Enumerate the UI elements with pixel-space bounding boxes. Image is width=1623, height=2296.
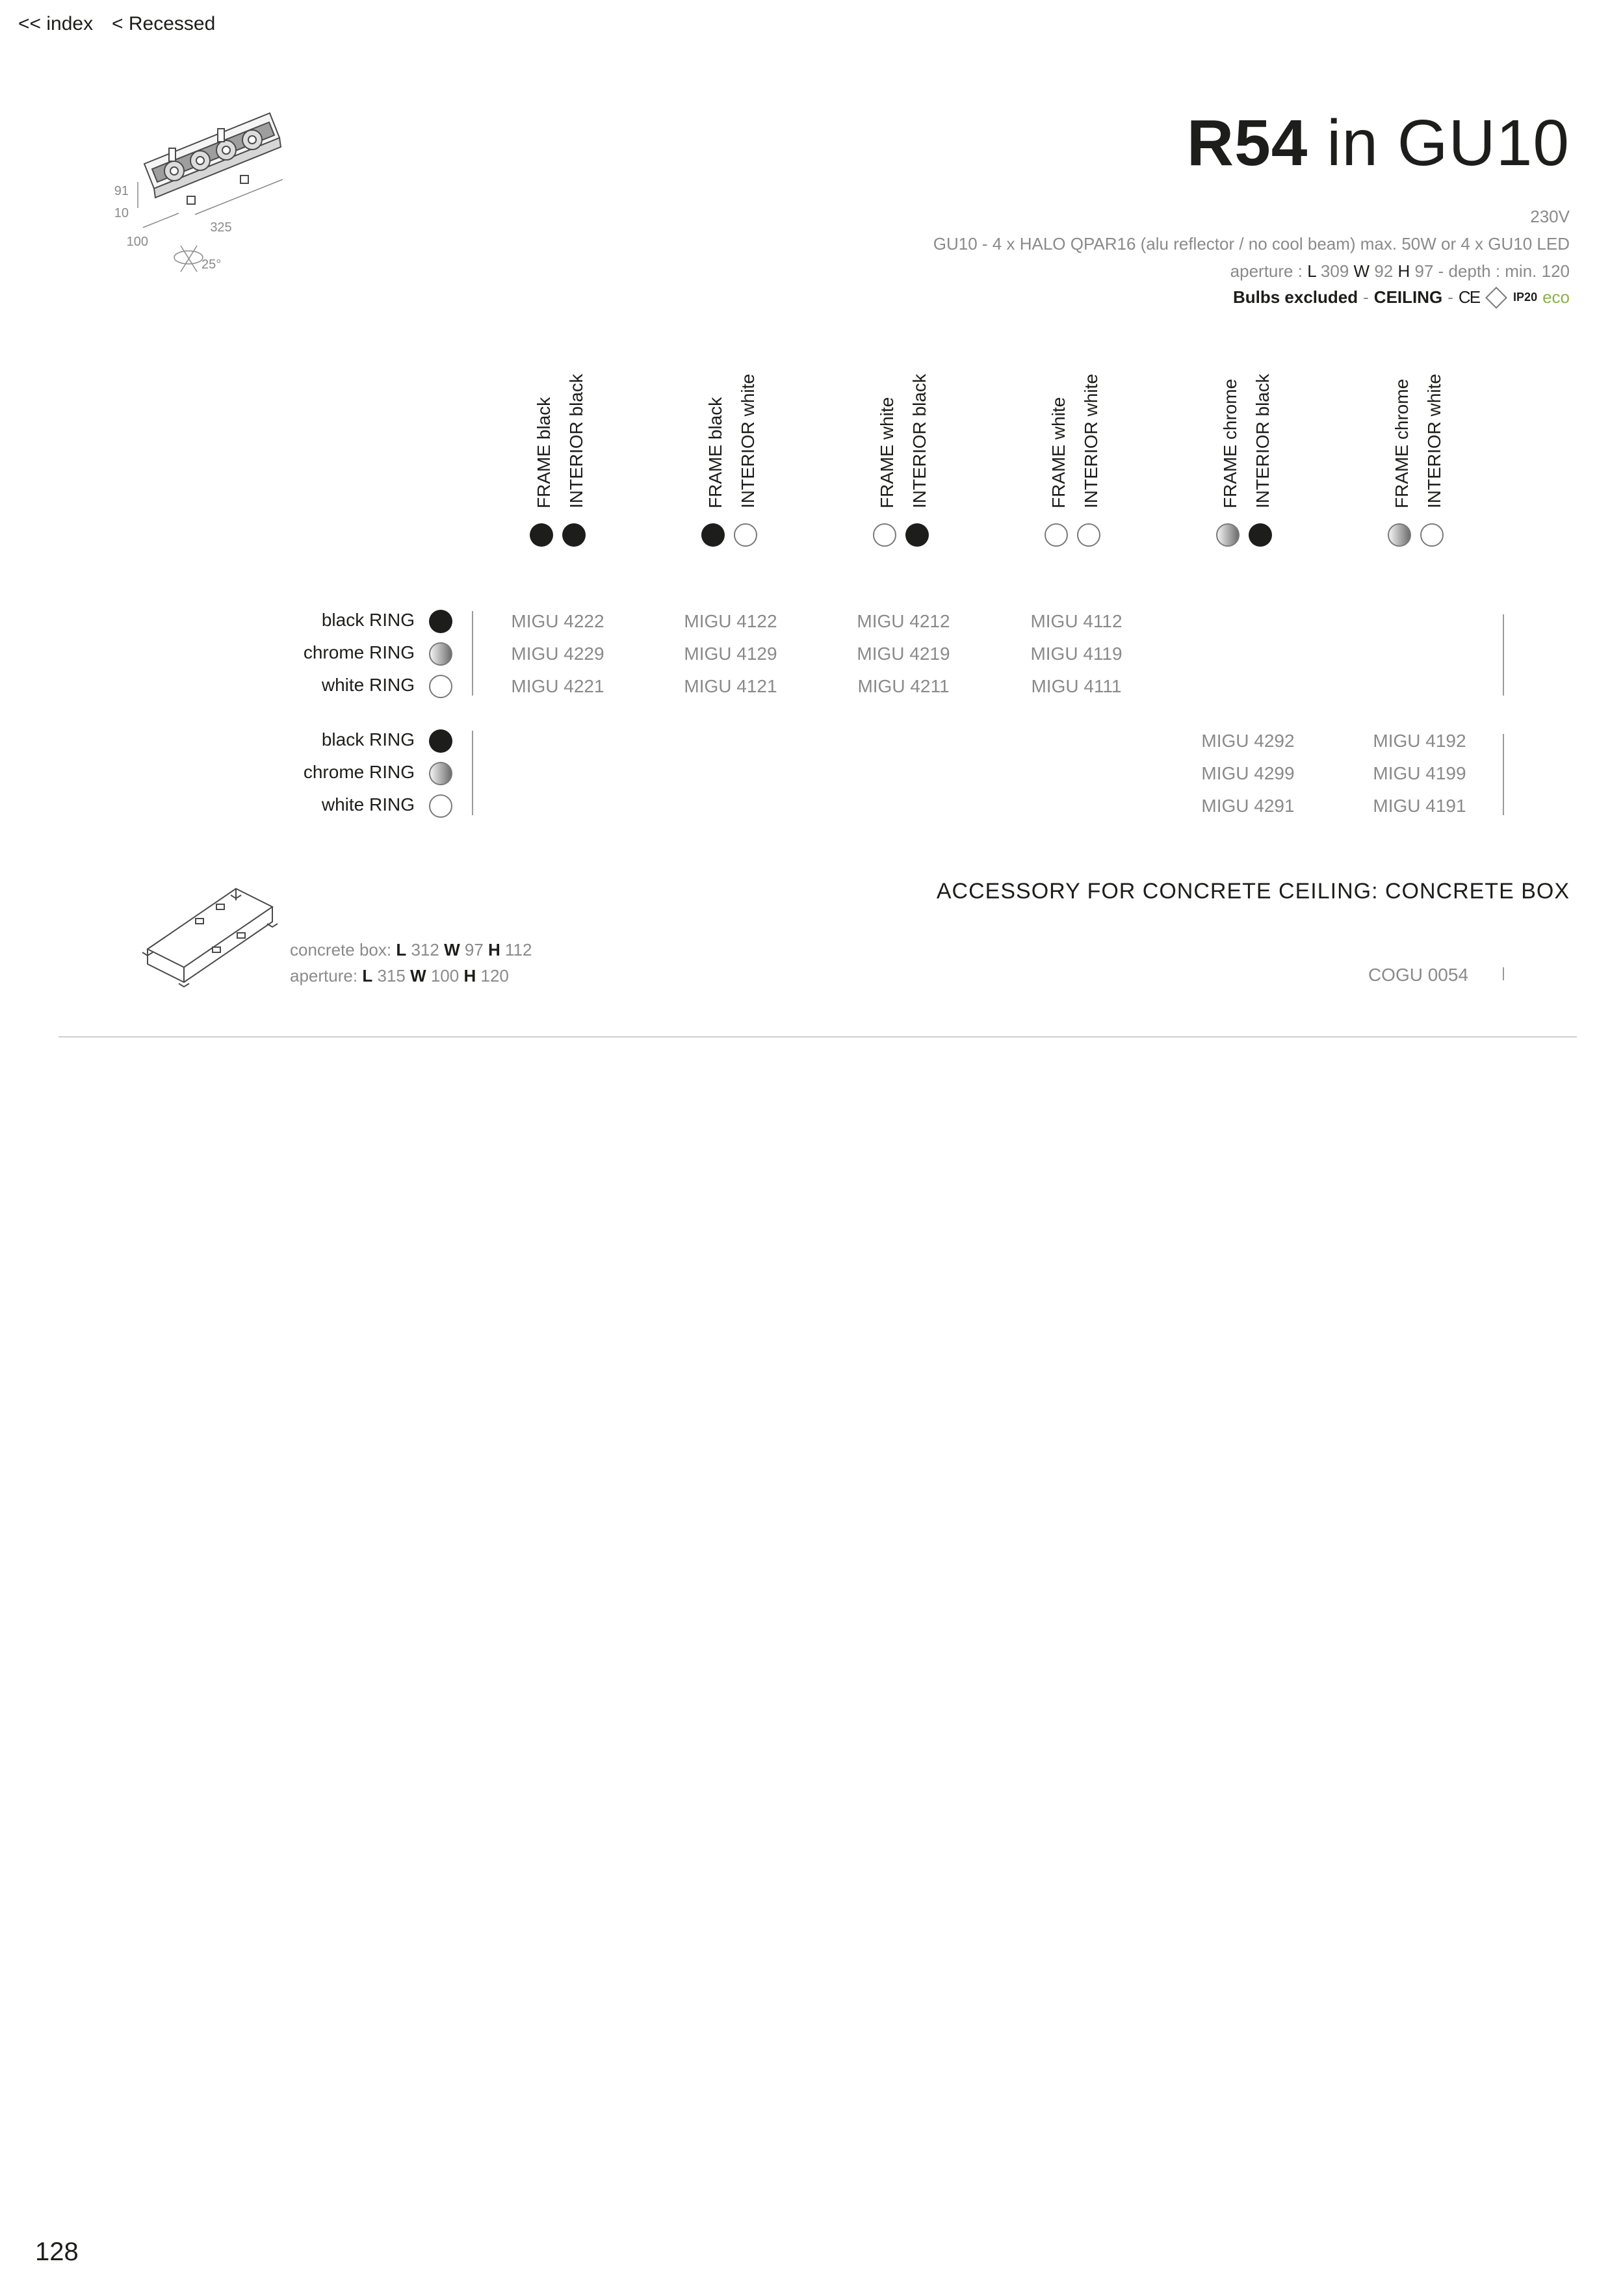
code-cell: MIGU 4221: [511, 676, 604, 696]
code-cell: MIGU 4192: [1373, 731, 1466, 751]
dim-91: 91: [114, 184, 129, 198]
col1-frame-swatch: [530, 523, 553, 547]
col3-frame-label: FRAME white: [877, 397, 897, 508]
code-cell: MIGU 4111: [1031, 676, 1122, 696]
g2-ring-label-white: white RING: [321, 794, 415, 815]
code-cell: MIGU 4299: [1201, 763, 1295, 783]
beam-angle: 25°: [201, 257, 222, 272]
code-cell: MIGU 4122: [684, 611, 777, 631]
col5-frame-label: FRAME chrome: [1220, 378, 1240, 508]
g2-ring-swatch-black: [429, 729, 452, 753]
g1-ring-label-black: black RING: [321, 610, 415, 630]
code-cell: MIGU 4191: [1373, 796, 1466, 816]
accessory-divider: [1503, 967, 1504, 980]
col1-interior-label: INTERIOR black: [566, 374, 586, 508]
g2-ring-label-black: black RING: [321, 729, 415, 750]
code-cell: MIGU 4219: [857, 644, 950, 664]
spec-aperture: aperture : L 309 W 92 H 97 - depth : min. 120: [1230, 261, 1570, 281]
g2-right-divider: [1503, 734, 1504, 815]
col6-frame-label: FRAME chrome: [1392, 378, 1412, 508]
col4-interior-swatch: [1077, 523, 1100, 547]
col2-frame-swatch: [701, 523, 725, 547]
col4-interior-label: INTERIOR white: [1081, 374, 1101, 508]
mount-type: CEILING: [1373, 287, 1443, 307]
code-cell: MIGU 4212: [857, 611, 950, 631]
col6-frame-swatch: [1388, 523, 1411, 547]
g2-ring-swatch-white: [429, 794, 452, 818]
concrete-box-aperture: aperture: L 315 W 100 H 120: [290, 966, 509, 985]
g1-ring-label-chrome: chrome RING: [303, 642, 415, 662]
model-socket: in GU10: [1327, 107, 1570, 179]
spec-bulbs-line: Bulbs excluded - CEILING - CE IP20 eco: [1233, 287, 1570, 307]
col4-frame-swatch: [1045, 523, 1068, 547]
g1-right-divider: [1503, 614, 1504, 696]
model-name: R54: [1186, 107, 1308, 179]
accessory-heading: ACCESSORY FOR CONCRETE CEILING: CONCRETE BOX: [936, 879, 1570, 904]
g1-left-divider: [472, 611, 473, 696]
ce-mark-icon: CE: [1458, 287, 1480, 307]
code-cell: MIGU 4292: [1201, 731, 1295, 751]
spec-voltage: 230V: [1530, 207, 1570, 226]
col6-interior-swatch: [1420, 523, 1444, 547]
code-cell: MIGU 4112: [1030, 611, 1123, 631]
page-number: 128: [35, 2237, 79, 2266]
concrete-box-drawing: [140, 881, 283, 991]
code-cell: MIGU 4129: [684, 644, 777, 664]
code-cell: MIGU 4291: [1201, 796, 1295, 816]
col5-interior-swatch: [1249, 523, 1272, 547]
g2-left-divider: [472, 731, 473, 815]
col3-frame-swatch: [873, 523, 896, 547]
spec-lamp: GU10 - 4 x HALO QPAR16 (alu reflector / no cool beam) max. 50W or 4 x GU10 LED: [933, 234, 1570, 254]
col5-interior-label: INTERIOR black: [1253, 374, 1273, 508]
g2-ring-label-chrome: chrome RING: [303, 762, 415, 782]
code-cell: MIGU 4229: [511, 644, 604, 664]
col2-interior-swatch: [734, 523, 757, 547]
product-drawing: [104, 104, 292, 280]
col2-interior-label: INTERIOR white: [738, 374, 758, 508]
g2-ring-swatch-chrome: [429, 762, 452, 785]
col2-frame-label: FRAME black: [705, 397, 725, 508]
dim-100: 100: [126, 235, 148, 249]
bulbs-excluded: Bulbs excluded: [1232, 287, 1358, 307]
index-link[interactable]: << index: [18, 13, 94, 34]
col6-interior-label: INTERIOR white: [1424, 374, 1444, 508]
col4-frame-label: FRAME white: [1048, 397, 1069, 508]
code-cell: MIGU 4222: [511, 611, 604, 631]
section-divider: [58, 1036, 1577, 1037]
dim-325: 325: [210, 220, 232, 235]
g1-ring-swatch-white: [429, 675, 452, 698]
code-cell: MIGU 4211: [857, 676, 950, 696]
class-diamond-icon: [1485, 287, 1507, 309]
code-cell: MIGU 4119: [1030, 644, 1123, 664]
g1-ring-swatch-chrome: [429, 642, 452, 666]
concrete-box-dimensions: concrete box: L 312 W 97 H 112: [290, 940, 532, 959]
code-cell: MIGU 4199: [1373, 763, 1466, 783]
col3-interior-swatch: [905, 523, 929, 547]
accessory-code: COGU 0054: [1368, 965, 1469, 985]
dim-10: 10: [114, 206, 129, 220]
col3-interior-label: INTERIOR black: [909, 374, 929, 508]
col1-interior-swatch: [562, 523, 586, 547]
recessed-link[interactable]: < Recessed: [112, 13, 216, 34]
code-cell: MIGU 4121: [684, 676, 777, 696]
g1-ring-label-white: white RING: [321, 675, 415, 695]
col1-frame-label: FRAME black: [534, 397, 554, 508]
eco-badge: eco: [1542, 287, 1570, 307]
ip20-badge: IP20: [1513, 291, 1538, 304]
col5-frame-swatch: [1216, 523, 1240, 547]
g1-ring-swatch-black: [429, 610, 452, 633]
page-title: [1187, 104, 1570, 182]
